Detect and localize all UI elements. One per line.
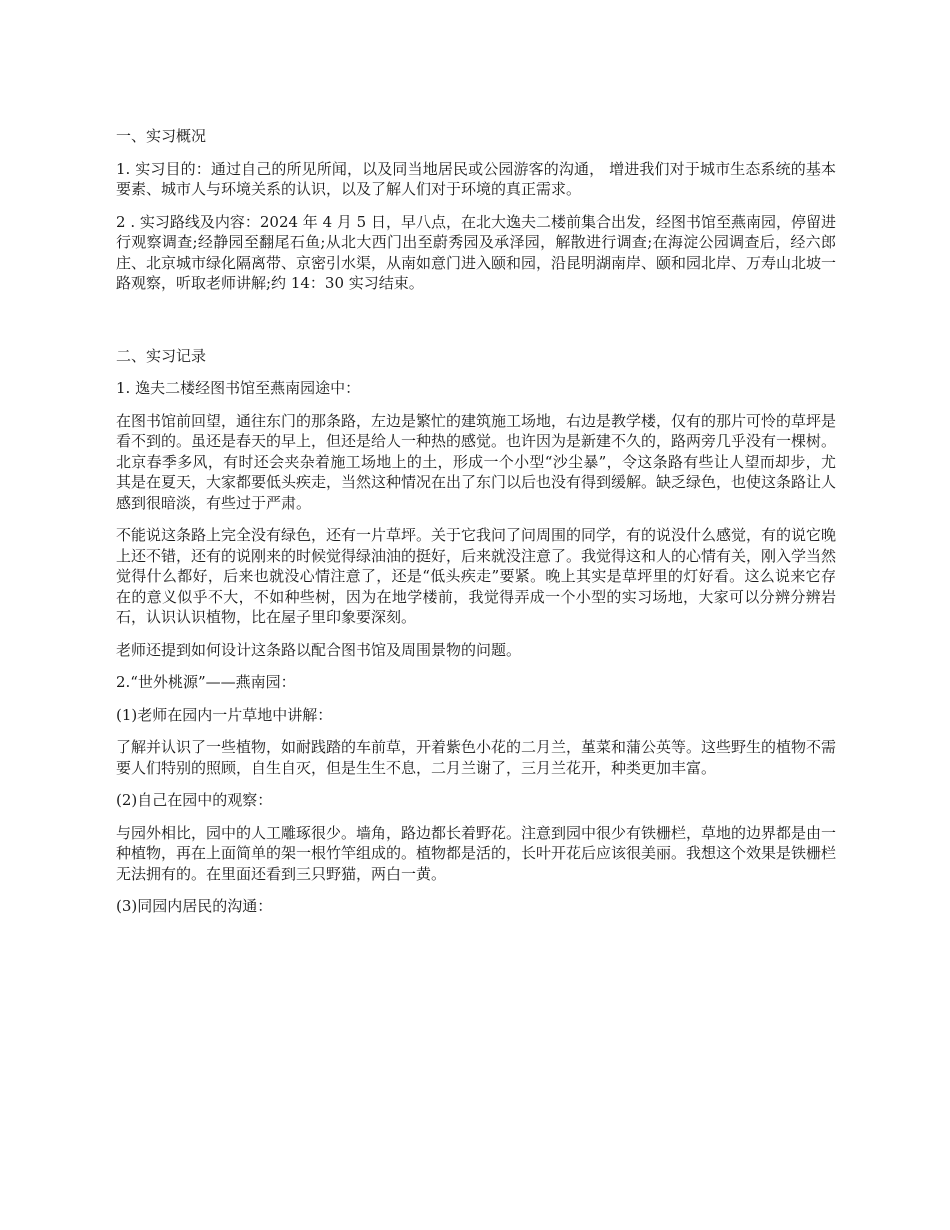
document-page xyxy=(116,126,836,929)
paragraph-route: 2 . 实习路线及内容：2024 年 4 月 5 日，早八点，在北大逸夫二楼前集合出发，经图书馆至燕南园，停留进行观察调查;经静园至翻尾石鱼;从北大西门出至蔚秀园及承泽园，解散进行调查;在海淀公园调查后，经六郎庄、北京城市绿化隔离带、京密引水渠，从南如意门进入颐和园，沿昆明湖南岸、颐和园北岸、万寿山北坡一路观察，听取老师讲解;约 14：30 实习结束。 xyxy=(116,212,837,292)
section-spacer xyxy=(116,306,836,346)
paragraph-teacher-design: 老师还提到如何设计这条路以配合图书馆及周围景物的问题。 xyxy=(116,640,522,659)
subheading-yannan-garden: 2.“世外桃源”——燕南园： xyxy=(116,673,296,691)
subheading-own-observation: (2)自己在园中的观察： xyxy=(116,791,273,809)
subheading-teacher-lecture: (1)老师在园内一片草地中讲解： xyxy=(116,705,333,724)
paragraph-lawn: 不能说这条路上完全没有绿色，还有一片草坪。关于它我问了问周围的同学，有的说没什么感觉，有的说它晚上还不错，还有的说刚来的时候觉得绿油油的挺好，后来就没注意了。我觉得这和人的心情有关，刚入学当然觉得什么都好，后来也就没心情注意了，还是“低头疾走”要紧。晚上其实是草坪里的灯好看。这么说来它存在的意义似乎不大，不如种些树，因为在地学楼前，我觉得弄成一个小型的实习场地，大家可以分辨分辨岩石，认识认识植物，比在屋子里印象要深刻。 xyxy=(116,526,837,626)
paragraph-observation: 与园外相比，园中的人工雕琢很少。墙角，路边都长着野花。注意到园中很少有铁栅栏，草地的边界都是由一种植物，再在上面简单的架一根竹竿组成的。植物都是活的，长叶开花后应该很美丽。我想这个效果是铁栅栏无法拥有的。在里面还看到三只野猫，两白一黄。 xyxy=(116,823,837,883)
section-heading-overview: 一、实习概况 xyxy=(116,127,207,145)
subheading-route-to-yannan: 1. 逸夫二楼经图书馆至燕南园途中： xyxy=(116,379,361,397)
paragraph-purpose: 1. 实习目的：通过自己的所见所闻，以及同当地居民或公园游客的沟通， 增进我们对于城市生态系统的基本要素、城市人与环境关系的认识，以及了解人们对于环境的真正需求。 xyxy=(116,159,836,198)
subheading-resident-communication: (3)同园内居民的沟通： xyxy=(116,897,273,915)
paragraph-plants: 了解并认识了一些植物，如耐践踏的车前草，开着紫色小花的二月兰，堇菜和蒲公英等。这些野生的植物不需要人们特别的照顾，自生自灭，但是生生不息，二月兰谢了，三月兰花开，种类更加丰富。 xyxy=(116,738,837,777)
paragraph-library-road: 在图书馆前回望，通往东门的那条路，左边是繁忙的建筑施工场地，右边是教学楼，仅有的那片可怜的草坪是看不到的。虽还是春天的早上，但还是给人一种热的感觉。也许因为是新建不久的，路两旁几乎没有一棵树。北京春季多风，有时还会夹杂着施工场地上的土，形成一个小型“沙尘暴”，令这条路有些让人望而却步，尤其是在夏天，大家都要低头疾走，当然这种情况在出了东门以后也没有得到缓解。缺乏绿色，也使这条路让人感到很暗淡，有些过于严肃。 xyxy=(116,411,837,512)
section-heading-records: 二、实习记录 xyxy=(116,346,207,365)
